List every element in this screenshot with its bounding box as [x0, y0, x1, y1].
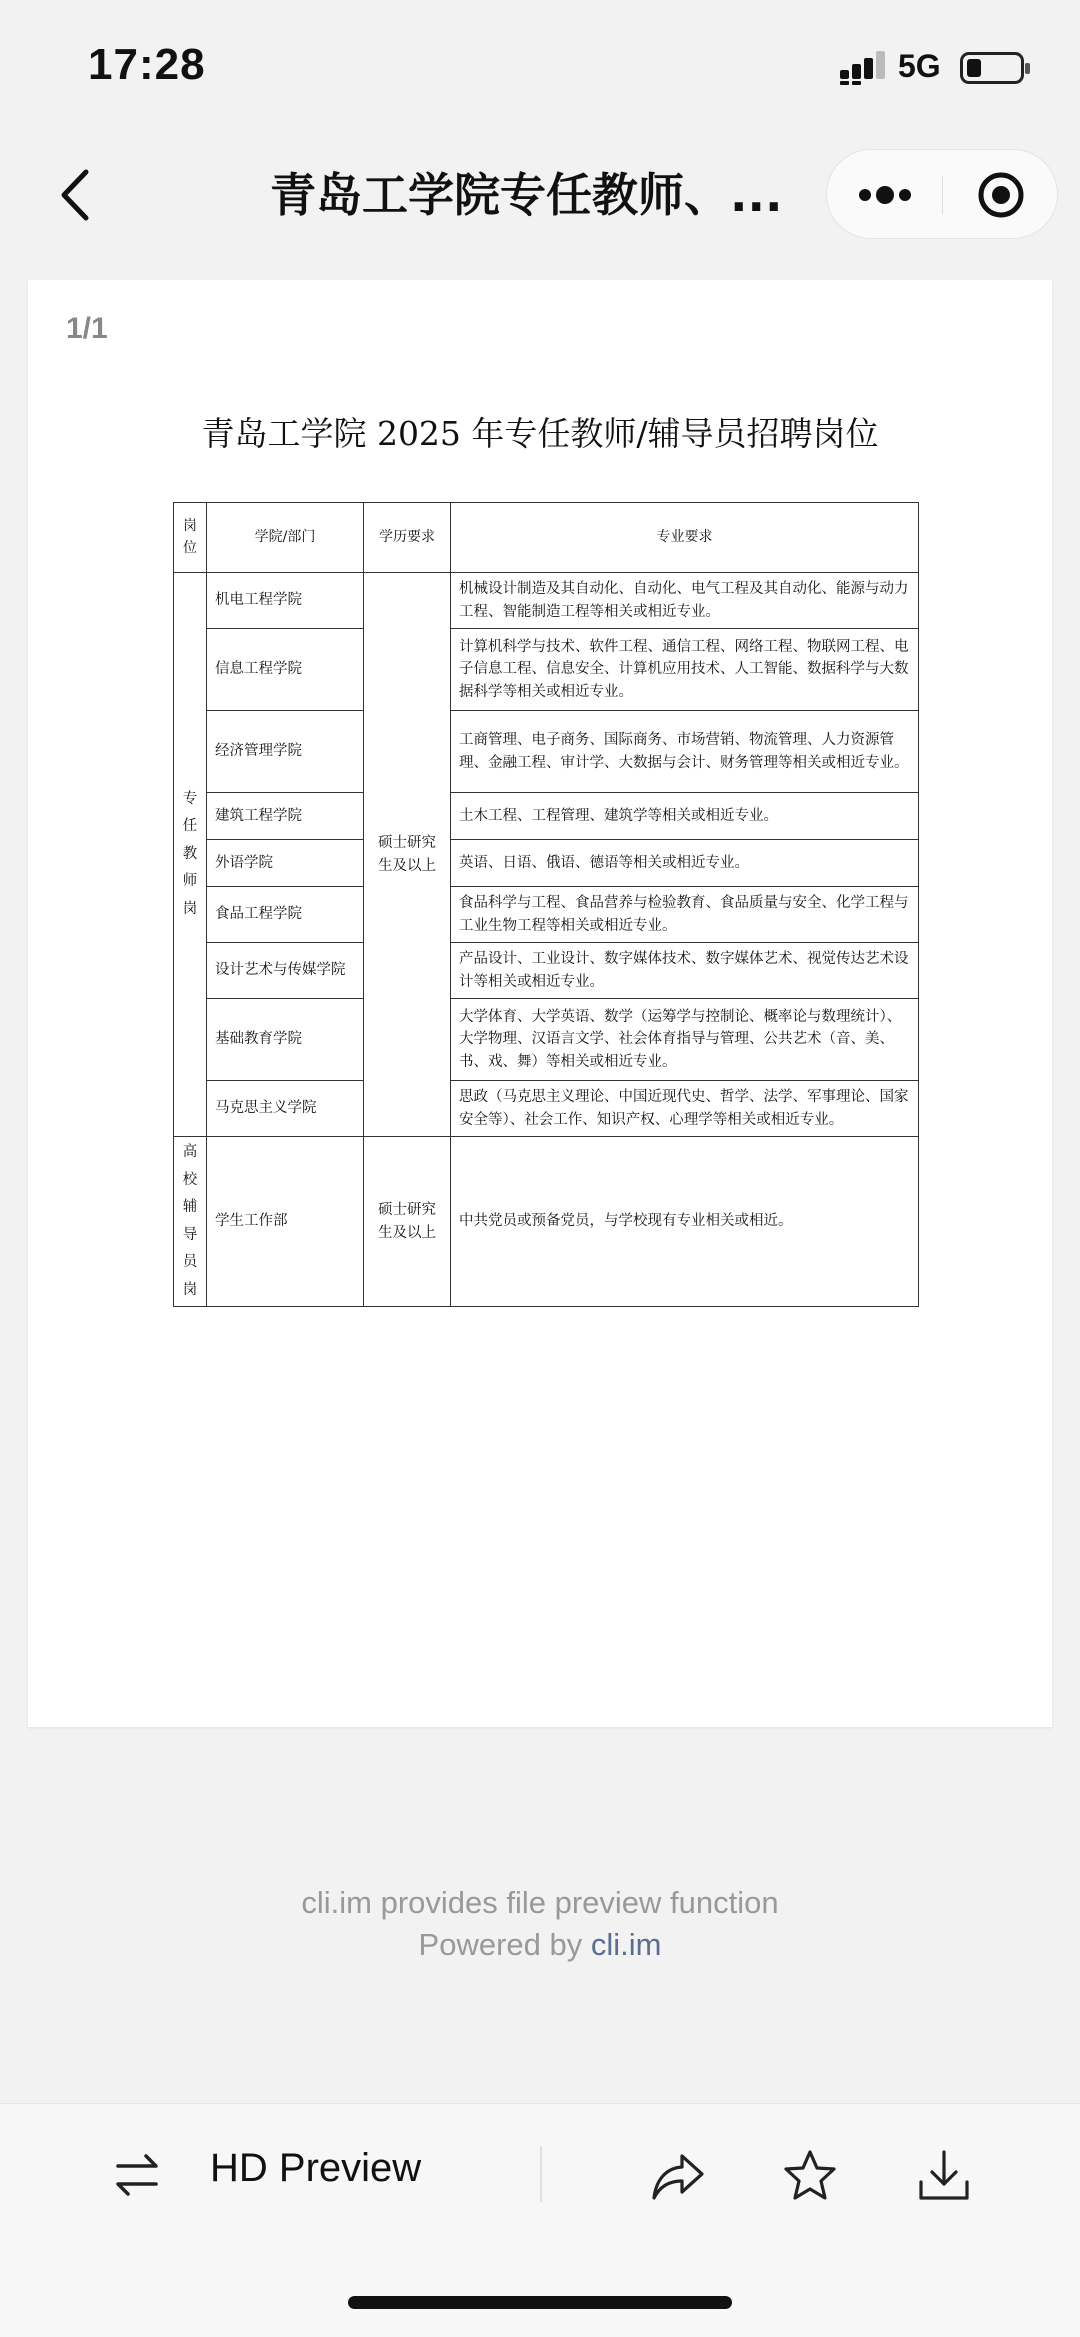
footer-notice: cli.im provides file preview function — [301, 1885, 779, 1920]
table-row — [174, 887, 919, 943]
header-college: 学院/部门 — [207, 503, 364, 573]
hd-preview-button[interactable]: HD Preview — [210, 2146, 422, 2190]
more-dots-icon — [857, 185, 913, 205]
major-cell: 计算机科学与技术、软件工程、通信工程、网络工程、物联网工程、电子信息工程、信息安全、计算机应用技术、人工智能、数据科学与大数据科学等相关或相近专业。 — [451, 629, 919, 711]
major-cell: 食品科学与工程、食品营养与检验教育、食品质量与安全、化学工程与工业生物工程等相关或相近专业。 — [451, 887, 919, 943]
header-post: 岗位 — [174, 503, 207, 573]
header-education: 学历要求 — [364, 503, 451, 573]
back-button[interactable] — [40, 160, 110, 230]
share-icon[interactable] — [650, 2148, 706, 2204]
more-button[interactable] — [827, 150, 943, 240]
table-row — [174, 711, 919, 793]
close-button[interactable] — [943, 150, 1059, 240]
page-title: 青岛工学院专任教师、... — [270, 168, 783, 222]
header-major: 专业要求 — [451, 503, 919, 573]
home-indicator[interactable] — [348, 2296, 732, 2309]
major-cell: 工商管理、电子商务、国际商务、市场营销、物流管理、人力资源管理、金融工程、审计学、大数据与会计、财务管理等相关或相近专业。 — [451, 711, 919, 793]
table-row — [174, 999, 919, 1081]
status-bar — [0, 0, 1080, 140]
post-cell-counselor: 高校辅导员岗 — [174, 1137, 207, 1307]
document-page[interactable] — [28, 280, 1052, 1727]
college-cell: 经济管理学院 — [207, 711, 364, 793]
nav-bar — [0, 140, 1080, 250]
major-cell: 英语、日语、俄语、德语等相关或相近专业。 — [451, 840, 919, 887]
education-cell-teacher: 硕士研究生及以上 — [364, 573, 451, 1137]
college-cell: 机电工程学院 — [207, 573, 364, 629]
swap-arrows-icon[interactable] — [112, 2150, 162, 2200]
table-row — [174, 793, 919, 840]
college-cell: 食品工程学院 — [207, 887, 364, 943]
table-row — [174, 943, 919, 999]
major-cell: 思政（马克思主义理论、中国近现代史、哲学、法学、军事理论、国家安全等）、社会工作、知识产权、心理学等相关或相近专业。 — [451, 1081, 919, 1137]
battery-icon — [960, 52, 1024, 84]
college-cell: 基础教育学院 — [207, 999, 364, 1081]
recruitment-table — [173, 502, 919, 1307]
table-row — [174, 1081, 919, 1137]
table-row — [174, 840, 919, 887]
major-cell: 大学体育、大学英语、数学（运筹学与控制论、概率论与数理统计）、大学物理、汉语言文学、社会体育指导与管理、公共艺术（音、美、书、戏、舞）等相关或相近专业。 — [451, 999, 919, 1081]
major-cell: 中共党员或预备党员，与学校现有专业相关或相近。 — [451, 1137, 919, 1307]
toolbar-divider — [540, 2146, 542, 2202]
mini-program-capsule — [826, 149, 1058, 239]
chevron-left-icon — [60, 169, 90, 221]
college-cell: 建筑工程学院 — [207, 793, 364, 840]
table-row — [174, 573, 919, 629]
college-cell: 设计艺术与传媒学院 — [207, 943, 364, 999]
college-cell: 马克思主义学院 — [207, 1081, 364, 1137]
major-cell: 产品设计、工业设计、数字媒体技术、数字媒体艺术、视觉传达艺术设计等相关或相近专业。 — [451, 943, 919, 999]
college-cell: 外语学院 — [207, 840, 364, 887]
post-cell-teacher: 专任教师岗 — [174, 573, 207, 1137]
download-icon[interactable] — [916, 2148, 972, 2204]
document-title: 青岛工学院 2025 年专任教师/辅导员招聘岗位 — [201, 414, 879, 453]
signal-strength-icon — [838, 50, 886, 86]
college-cell: 学生工作部 — [207, 1137, 364, 1307]
table-row — [174, 1137, 919, 1307]
target-close-icon — [976, 170, 1026, 220]
college-cell: 信息工程学院 — [207, 629, 364, 711]
page-counter: 1/1 — [66, 312, 108, 345]
major-cell: 机械设计制造及其自动化、自动化、电气工程及其自动化、能源与动力工程、智能制造工程等相关或相近专业。 — [451, 573, 919, 629]
network-type: 5G — [898, 48, 941, 84]
major-cell: 土木工程、工程管理、建筑学等相关或相近专业。 — [451, 793, 919, 840]
status-time: 17:28 — [88, 40, 206, 89]
table-row — [174, 629, 919, 711]
table-header-row — [174, 503, 919, 573]
cli-im-link[interactable]: cli.im — [590, 1927, 662, 1962]
powered-by-prefix: Powered by — [418, 1927, 591, 1962]
star-icon[interactable] — [782, 2148, 838, 2204]
education-cell-counselor: 硕士研究生及以上 — [364, 1137, 451, 1307]
footer-powered-by — [0, 1927, 1080, 1963]
